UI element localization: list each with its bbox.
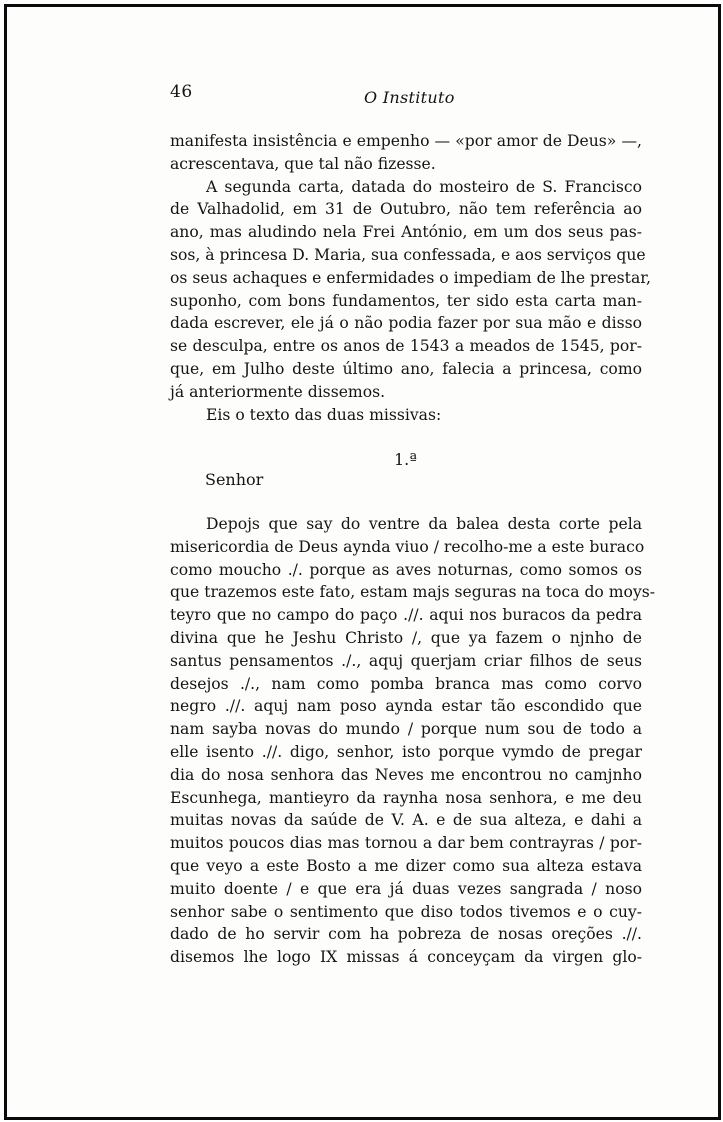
text-line: dia do nosa senhora das Neves me encontrou no camjnho — [170, 765, 642, 784]
text-line: muitas novas da saúde de V. A. e de sua alteza, e dahi a — [170, 811, 642, 830]
page-number: 46 — [170, 82, 193, 102]
text-line: senhor sabe o sentimento que diso todos tivemos e o cuy- — [170, 902, 642, 921]
text-line: muito doente / e que era já duas vezes sangrada / noso — [170, 879, 642, 898]
text-line: que trazemos este fato, estam majs seguras na toca do moys- — [170, 583, 656, 602]
text-line: teyro que no campo do paço .//. aqui nos buracos da pedra — [170, 606, 642, 625]
text-line: suponho, com bons fundamentos, ter sido esta carta man- — [170, 291, 642, 310]
intro-paragraphs — [170, 130, 651, 426]
text-line: se desculpa, entre os anos de 1543 a meados de 1545, por- — [170, 337, 642, 356]
text-line: disemos lhe logo IX missas á conceyçam da virgen glo- — [170, 948, 642, 967]
text-line: como moucho ./. porque as aves noturnas, como somos os — [170, 560, 642, 579]
text-line: ano, mas aludindo nela Frei António, em um dos seus pas- — [170, 223, 642, 242]
text-line: divina que he Jeshu Christo /, que ya fazem o njnho de — [170, 628, 642, 647]
text-line: acrescentava, que tal não fizesse. — [170, 154, 436, 173]
text-line: Eis o texto das duas missivas: — [206, 405, 442, 424]
text-line: elle isento .//. digo, senhor, isto porque vymdo de pregar — [170, 742, 642, 761]
letter-salutation: Senhor — [205, 470, 264, 489]
text-line: A segunda carta, datada do mosteiro de S. Francisco — [206, 177, 642, 196]
text-line: Escunhega, mantieyro da raynha nosa senhora, e me deu — [170, 788, 642, 807]
text-line: desejos ./., nam como pomba branca mas como corvo — [170, 674, 642, 693]
text-line: negro .//. aquj nam poso aynda estar tão escondido que — [170, 697, 642, 716]
text-line: manifesta insistência e empenho — «por amor de Deus» —, — [170, 132, 642, 150]
running-title: O Instituto — [364, 88, 455, 107]
text-line: Depojs que say do ventre da balea desta corte pela — [206, 515, 642, 533]
text-line: dada escrever, ele já o não podia fazer por sua mão e disso — [170, 314, 642, 333]
text-line: que veyo a este Bosto a me dizer como sua alteza estava — [170, 856, 642, 875]
text-line: já anteriormente dissemos. — [170, 382, 386, 401]
text-line: sos, à princesa D. Maria, sua confessada, e aos serviços que — [170, 245, 646, 264]
letter-number: 1.ª — [394, 450, 417, 469]
text-line: que, em Julho deste último ano, falecia a princesa, como — [170, 359, 642, 378]
text-line: santus pensamentos ./., aquj querjam criar filhos de seus — [170, 651, 642, 670]
text-line: de Valhadolid, em 31 de Outubro, não tem referência ao — [170, 200, 642, 219]
text-line: os seus achaques e enfermidades o impediam de lhe prestar, — [170, 268, 651, 287]
text-line: muitos poucos dias mas tornou a dar bem contrayras / por- — [170, 834, 642, 853]
text-line: nam sayba novas do mundo / porque num sou de todo a — [170, 720, 642, 739]
text-line: dado de ho servir com ha pobreza de nosas oreções .//. — [170, 925, 642, 944]
text-line: misericordia de Deus aynda viuo / recolho-me a este buraco — [170, 537, 645, 556]
letter-body — [170, 513, 656, 969]
